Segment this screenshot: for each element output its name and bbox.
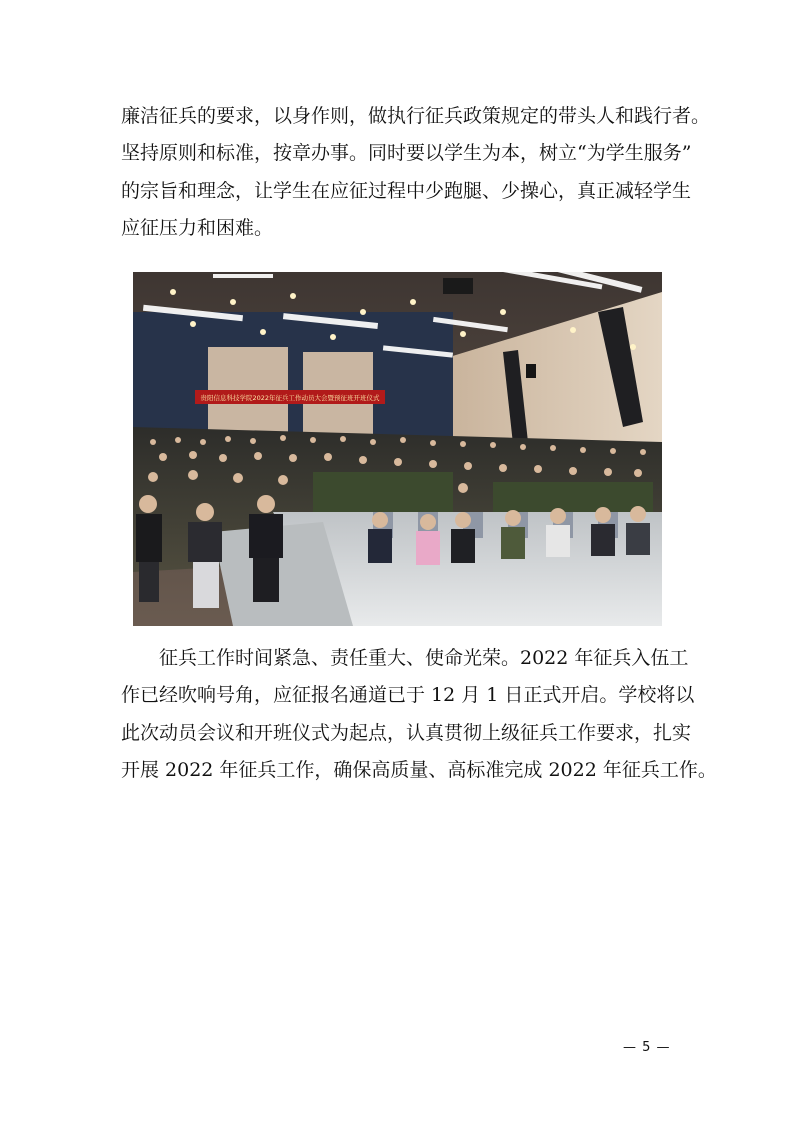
paragraph-line: 征兵工作时间紧急、责任重大、使命光荣。2022 年征兵入伍工	[159, 647, 689, 669]
paragraph-line: 的宗旨和理念，让学生在应征过程中少跑腿、少操心，真正减轻学生	[121, 179, 692, 202]
paragraph-line: 应征压力和困难。	[121, 216, 274, 239]
paragraph-line: 作已经吹响号角，应征报名通道已于 12 月 1 日正式开启。学校将以	[121, 684, 695, 707]
paragraph-line: 坚持原则和标准，按章办事。同时要以学生为本，树立“为学生服务”	[121, 142, 692, 165]
paragraph-2	[121, 640, 717, 789]
page-number: — 5 —	[623, 1040, 671, 1055]
paragraph-1	[121, 98, 711, 247]
paragraph-line: 此次动员会议和开班仪式为起点，认真贯彻上级征兵工作要求，扎实	[121, 721, 692, 744]
paragraph-line: 开展 2022 年征兵工作，确保高质量、高标准完成 2022 年征兵工作。	[121, 758, 717, 781]
paragraph-line: 廉洁征兵的要求，以身作则，做执行征兵政策规定的带头人和践行者。	[121, 105, 711, 127]
auditorium-photo	[133, 272, 662, 626]
banner-text: 贵阳信息科技学院2022年征兵工作动员大会暨预征班开班仪式	[200, 394, 380, 402]
